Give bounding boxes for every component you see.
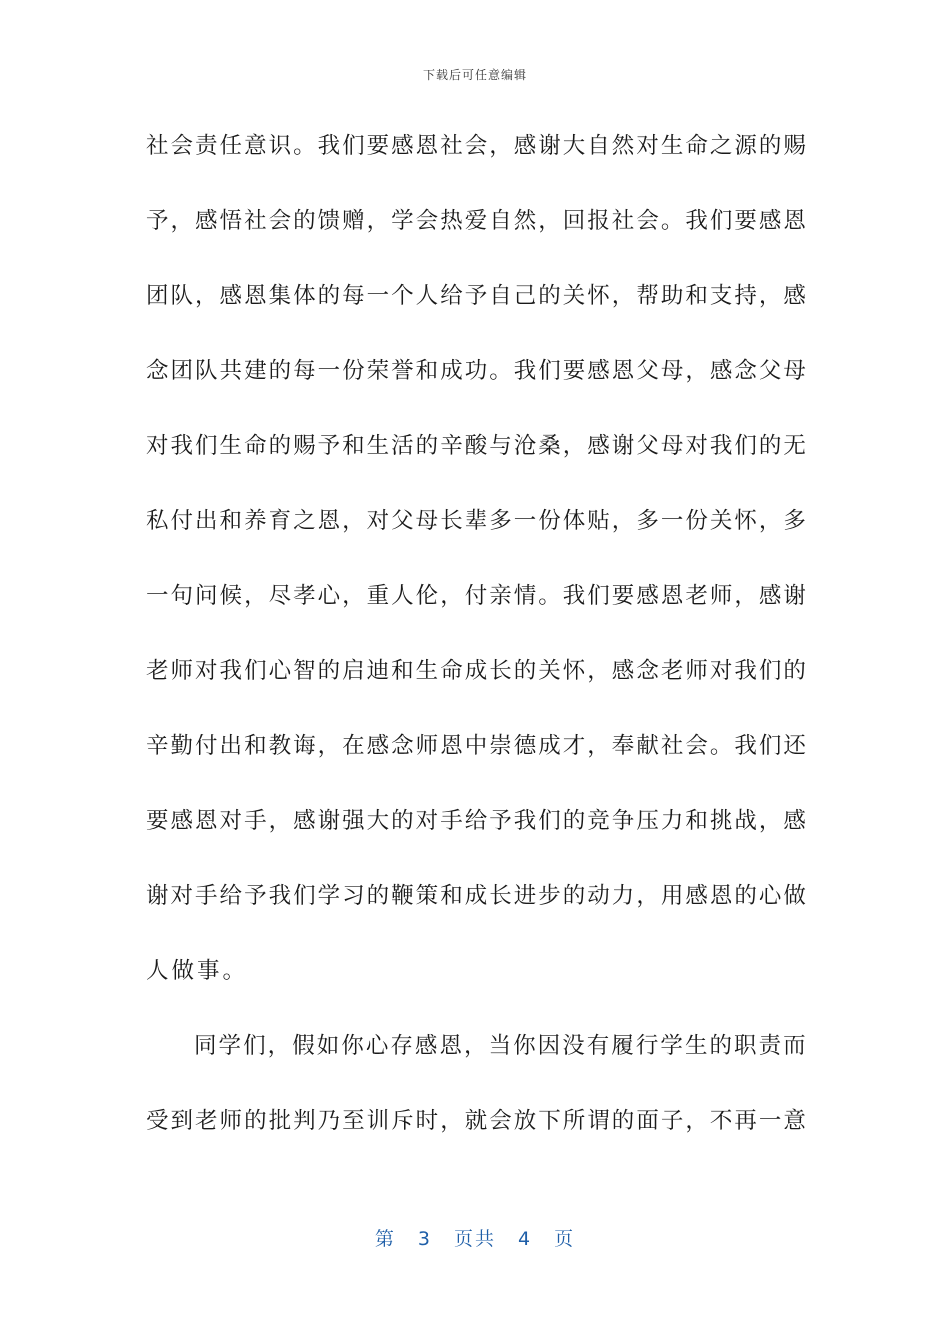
text-line: 受 到 老 师 的 批 判 乃 至 训 斥 时 ， 就 会 放 下 所 谓 的 面 子 ， 不 再 一 意 xyxy=(146,1108,806,1134)
footer-prefix: 第 xyxy=(374,1228,396,1250)
text-line: 予 ， 感 悟 社 会 的 馈 赠 ， 学 会 热 爱 自 然 ， 回 报 社 会 。 我 们 要 感 恩 xyxy=(146,208,806,234)
text-line: 辛 勤 付 出 和 教 诲 ， 在 感 念 师 恩 中 崇 德 成 才 ， 奉 献 社 会 。 我 们 还 xyxy=(146,733,806,759)
current-page-number: 3 xyxy=(417,1228,432,1250)
body-text xyxy=(146,120,806,1170)
paragraph-first-line: 同 学 们 ， 假 如 你 心 存 感 恩 ， 当 你 因 没 有 履 行 学 生 的 职 责 而 xyxy=(194,1033,806,1059)
header-note: 下载后可任意编辑 xyxy=(422,68,527,82)
text-line: 谢 对 手 给 予 我 们 学 习 的 鞭 策 和 成 长 进 步 的 动 力 ， 用 感 恩 的 心 做 xyxy=(146,883,806,909)
footer-middle: 页共 xyxy=(453,1228,496,1250)
footer-suffix: 页 xyxy=(554,1228,576,1250)
text-line: 私 付 出 和 养 育 之 恩 ， 对 父 母 长 辈 多 一 份 体 贴 ， 多 一 份 关 怀 ， 多 xyxy=(146,508,806,534)
page-footer xyxy=(0,1224,950,1251)
text-line: 要 感 恩 对 手 ， 感 谢 强 大 的 对 手 给 予 我 们 的 竞 争 压 力 和 挑 战 ， 感 xyxy=(146,808,806,834)
text-line: 老 师 对 我 们 心 智 的 启 迪 和 生 命 成 长 的 关 怀 ， 感 念 老 师 对 我 们 的 xyxy=(146,658,806,684)
text-line: 对 我 们 生 命 的 赐 予 和 生 活 的 辛 酸 与 沧 桑 ， 感 谢 父 母 对 我 们 的 无 xyxy=(146,433,806,459)
text-line: 念 团 队 共 建 的 每 一 份 荣 誉 和 成 功 。 我 们 要 感 恩 父 母 ， 感 念 父 母 xyxy=(146,358,806,384)
text-line: 人做事。 xyxy=(146,958,249,984)
text-line: 一 句 问 候 ， 尽 孝 心 ， 重 人 伦 ， 付 亲 情 。 我 们 要 感 恩 老 师 ， 感 谢 xyxy=(146,583,806,609)
text-line: 社 会 责 任 意 识 。 我 们 要 感 恩 社 会 ， 感 谢 大 自 然 对 生 命 之 源 的 赐 xyxy=(146,133,806,159)
total-pages-number: 4 xyxy=(518,1228,533,1250)
text-line: 团 队 ， 感 恩 集 体 的 每 一 个 人 给 予 自 己 的 关 怀 ， 帮 助 和 支 持 ， 感 xyxy=(146,283,806,309)
